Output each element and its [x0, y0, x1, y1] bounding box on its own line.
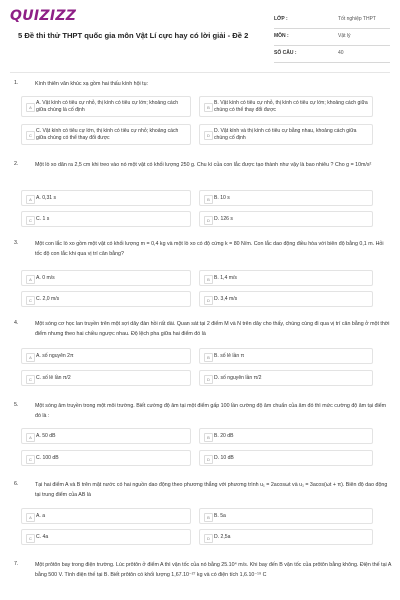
option-3d[interactable] — [199, 291, 373, 307]
option-letter: B — [204, 275, 213, 284]
option-text: B. 5a — [214, 513, 226, 519]
meta-row-class — [274, 12, 390, 29]
option-letter: A — [26, 103, 35, 112]
option-3b[interactable] — [199, 270, 373, 286]
option-text: A. 0 m/s — [36, 275, 55, 281]
option-text: B. số lẻ lần π — [214, 353, 245, 359]
question-text: Một lò xo dãn ra 2,5 cm khi treo vào nó một vật có khối lượng 250 g. Chu kì của con lắc được tạo thành như vậy là bao nhiêu ? Cho g = 10m/s² — [35, 162, 372, 168]
option-4d[interactable] — [199, 370, 373, 386]
option-letter: D — [204, 534, 213, 543]
question-number: 6. — [14, 481, 19, 487]
meta-value: 40 — [338, 50, 344, 56]
quizizz-logo — [10, 8, 76, 24]
option-letter: B — [204, 353, 213, 362]
option-letter: D — [204, 131, 213, 140]
option-letter: D — [204, 375, 213, 384]
question-text: Một con lắc lò xo gồm một vật có khối lượng m = 0,4 kg và một lò xo có độ cứng k = 80 N/m. Con lắc dao động điều hòa với biên độ bằng 0,1 m. Hỏi tốc độ con lắc khi qua vị trí cân bằng? — [35, 241, 384, 257]
option-text: B. 20 dB — [214, 433, 234, 439]
option-text: D. 3,4 m/s — [214, 296, 238, 302]
header-divider — [10, 72, 390, 73]
option-letter: B — [204, 195, 213, 204]
option-text: D. 2,5a — [214, 534, 231, 540]
option-4a[interactable] — [21, 348, 191, 364]
option-text: A. Vật kính có tiêu cự nhỏ, thị kính có tiêu cự lớn; khoảng cách giữa chúng là cố định — [36, 100, 179, 113]
meta-key: LỚP : — [274, 16, 288, 22]
option-text: D. số nguyên lần π/2 — [214, 375, 262, 381]
option-2c[interactable] — [21, 211, 191, 227]
option-3a[interactable] — [21, 270, 191, 286]
option-letter: A — [26, 513, 35, 522]
question-number: 1. — [14, 80, 19, 86]
option-4c[interactable] — [21, 370, 191, 386]
option-text: A. a — [36, 513, 46, 519]
option-letter: C — [26, 455, 35, 464]
option-1b[interactable] — [199, 96, 373, 117]
option-4b[interactable] — [199, 348, 373, 364]
option-6b[interactable] — [199, 508, 373, 524]
option-letter: A — [26, 195, 35, 204]
meta-key: MÔN : — [274, 33, 289, 39]
option-text: C. 2,0 m/s — [36, 296, 60, 302]
option-3c[interactable] — [21, 291, 191, 307]
option-2b[interactable] — [199, 190, 373, 206]
option-6c[interactable] — [21, 529, 191, 545]
meta-value: Tốt nghiệp THPT — [338, 16, 376, 22]
option-text: C. 100 dB — [36, 455, 59, 461]
meta-table — [274, 12, 390, 63]
option-letter: A — [26, 353, 35, 362]
document-header — [0, 0, 400, 72]
question-number: 5. — [14, 402, 19, 408]
option-text: C. 4a — [36, 534, 49, 540]
option-text: B. 1,4 m/s — [214, 275, 237, 281]
option-letter: B — [204, 103, 213, 112]
option-letter: C — [26, 131, 35, 140]
option-5a[interactable] — [21, 428, 191, 444]
option-text: D. 126 s — [214, 216, 233, 222]
question-number: 4. — [14, 320, 19, 326]
option-text: D. 10 dB — [214, 455, 234, 461]
option-letter: D — [204, 455, 213, 464]
option-letter: A — [26, 433, 35, 442]
logo-text: QUIZIZZ — [10, 8, 77, 24]
option-letter: A — [26, 275, 35, 284]
option-text: A. 50 dB — [36, 433, 56, 439]
option-letter: C — [26, 216, 35, 225]
option-text: D. Vật kính và thị kính có tiêu cự bằng nhau, khoảng cách giữa chúng cố định — [214, 128, 357, 141]
question-number: 3. — [14, 240, 19, 246]
option-letter: C — [26, 375, 35, 384]
meta-key: SỐ CÂU : — [274, 50, 297, 56]
option-letter: D — [204, 216, 213, 225]
option-2d[interactable] — [199, 211, 373, 227]
option-text: A. số nguyên 2π — [36, 353, 74, 359]
question-text: Kính thiên văn khúc xạ gồm hai thấu kính hội tụ: — [35, 81, 149, 87]
option-5d[interactable] — [199, 450, 373, 466]
option-5b[interactable] — [199, 428, 373, 444]
option-6a[interactable] — [21, 508, 191, 524]
meta-row-count — [274, 46, 390, 63]
question-text: Một prôtôn bay trong điện trường. Lúc prôtôn ở điểm A thì vận tốc của nó bằng 25.10⁴ m/s. Khi bay đến B vận tốc của prôtôn bằng không. Điện thế tại A bằng 500 V. Tính điện thế tại B. Biết prôtôn có khối lượng 1,67.10⁻²⁷ kg và có điện tích 1,6.10⁻¹⁹ C — [35, 562, 392, 578]
option-text: C. 1 s — [36, 216, 50, 222]
question-text: Một sóng âm truyền trong một môi trường. Biết cường độ âm tại một điểm gấp 100 lần cường độ âm chuẩn của âm đó thì mức cường độ âm tại điểm đó là : — [35, 403, 387, 419]
option-letter: C — [26, 534, 35, 543]
question-number: 2. — [14, 161, 19, 167]
option-2a[interactable] — [21, 190, 191, 206]
option-text: C. số lẻ lần π/2 — [36, 375, 71, 381]
option-6d[interactable] — [199, 529, 373, 545]
option-1a[interactable] — [21, 96, 191, 117]
meta-row-subject — [274, 29, 390, 46]
question-number: 7. — [14, 561, 19, 567]
document-title: 5 Đề thi thử THPT quốc gia môn Vật Lí cực hay có lời giải - Đề 2 — [18, 31, 249, 40]
option-letter: D — [204, 296, 213, 305]
question-text: Một sóng cơ học lan truyền trên một sợi dây đàn hồi rất dài. Quan sát tại 2 điểm M và N trên dây cho thấy, chúng cùng đi qua vị trí cân bằng ở một thời điểm nhưng theo hai chiều ngược nhau. Độ lệch pha giữa hai điểm đó là — [35, 321, 390, 337]
option-text: B. Vật kính có tiêu cự nhỏ, thị kính có tiêu cự lớn; khoảng cách giữa chúng có thể thay đổi được — [214, 100, 368, 113]
option-1c[interactable] — [21, 124, 191, 145]
option-letter: C — [26, 296, 35, 305]
option-text: B. 10 s — [214, 195, 230, 201]
option-letter: B — [204, 433, 213, 442]
option-text: C. Vật kính có tiêu cự lớn, thị kính có tiêu cự nhỏ; khoảng cách giữa chúng có thể thay đổi được — [36, 128, 179, 141]
option-text: A. 0,31 s — [36, 195, 57, 201]
option-letter: B — [204, 513, 213, 522]
option-1d[interactable] — [199, 124, 373, 145]
meta-value: Vật lý — [338, 33, 351, 39]
question-text: Tại hai điểm A và B trên mặt nước có hai nguồn dao động theo phương thẳng với phương trình u₁ = 2acosωt và u₁ = 3acos(ωt + π). Biên độ dao động tại trung điểm của AB là — [35, 482, 388, 498]
option-5c[interactable] — [21, 450, 191, 466]
